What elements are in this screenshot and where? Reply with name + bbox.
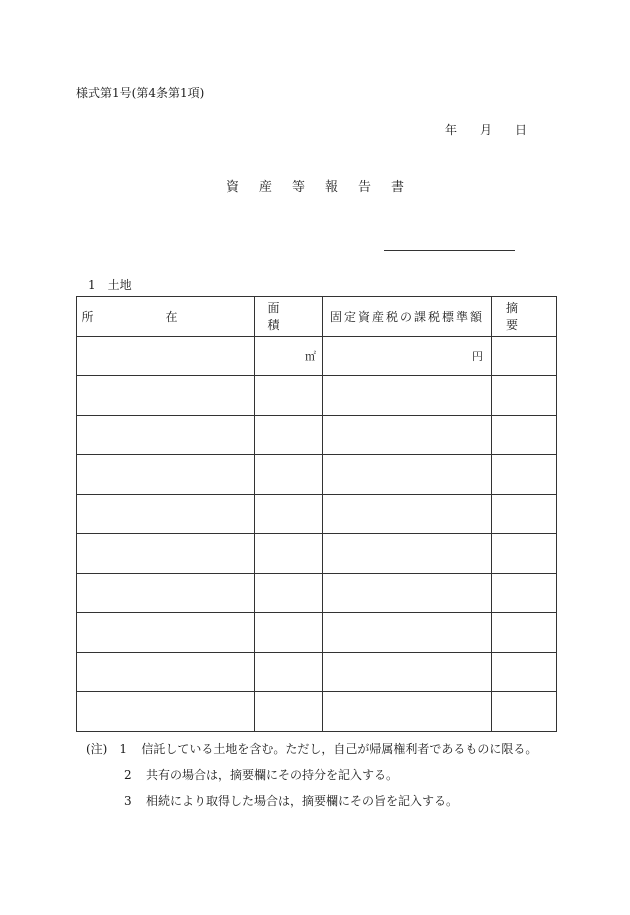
note-text: 信託している土地を含む。ただし，自己が帰属権利者であるものに限る。 [141,742,538,756]
cell-area[interactable] [255,652,323,692]
cell-tax-value[interactable] [323,652,492,692]
cell-tax-value[interactable] [323,613,492,653]
cell-remarks[interactable] [492,534,557,574]
table-row [77,573,557,613]
cell-area[interactable] [255,534,323,574]
cell-area[interactable] [255,692,323,732]
table-header-row [77,297,557,337]
cell-area[interactable] [255,573,323,613]
cell-tax-value[interactable] [323,376,492,416]
date-day-label: 日 [515,123,528,137]
cell-tax-value[interactable] [323,692,492,732]
table-row [77,652,557,692]
note-text: 共有の場合は，摘要欄にその持分を記入する。 [146,768,399,782]
section-label: 土地 [107,278,132,292]
note-number: 1 [119,742,128,756]
cell-location[interactable] [77,692,255,732]
table-row [77,534,557,574]
cell-tax-value[interactable] [323,415,492,455]
cell-remarks[interactable] [492,415,557,455]
cell-location[interactable] [77,613,255,653]
cell-remarks[interactable] [492,376,557,416]
date-year-label: 年 [445,123,458,137]
cell-location[interactable] [77,652,255,692]
cell-location[interactable] [77,415,255,455]
table-row [77,415,557,455]
note-text: 相続により取得した場合は，摘要欄にその旨を記入する。 [146,794,459,808]
cell-location[interactable] [77,376,255,416]
cell-tax-value[interactable] [323,494,492,534]
note-item-3 [124,792,458,809]
note-number: 3 [124,794,132,808]
cell-area[interactable] [255,455,323,495]
document-title: 資産等報告書 [225,180,424,195]
note-number: 2 [124,768,132,782]
form-number: 様式第1号(第4条第1項) [76,86,205,100]
cell-remarks[interactable] [492,652,557,692]
header-area: 面積 [255,297,323,337]
notes-prefix: (注) [86,742,108,756]
cell-location[interactable] [77,573,255,613]
cell-remarks[interactable] [492,613,557,653]
table-row [77,692,557,732]
cell-tax-value[interactable] [323,455,492,495]
cell-area[interactable] [255,415,323,455]
cell-tax-value[interactable] [323,534,492,574]
header-tax-value: 固定資産税の課税標準額 [323,297,492,337]
cell-location[interactable] [77,336,255,376]
unit-yen: 円 [472,349,483,363]
cell-location[interactable] [77,494,255,534]
cell-area[interactable] [255,494,323,534]
note-item-2 [124,766,398,783]
header-location: 所在 [77,297,255,337]
table-row [77,455,557,495]
cell-remarks[interactable] [492,455,557,495]
note-item-1 [86,740,537,757]
cell-remarks[interactable] [492,336,557,376]
cell-remarks[interactable] [492,573,557,613]
name-signature-line [384,250,515,251]
header-remarks: 摘要 [492,297,557,337]
table-row [77,376,557,416]
table-row [77,336,557,376]
section-heading [88,276,132,293]
cell-area[interactable] [255,336,323,376]
cell-tax-value[interactable] [323,336,492,376]
cell-remarks[interactable] [492,494,557,534]
cell-remarks[interactable] [492,692,557,732]
section-number: 1 [88,278,96,292]
date-month-label: 月 [480,123,493,137]
cell-location[interactable] [77,534,255,574]
land-asset-table [76,296,557,732]
cell-location[interactable] [77,455,255,495]
cell-area[interactable] [255,613,323,653]
unit-square-meter: ㎡ [305,349,316,363]
cell-area[interactable] [255,376,323,416]
cell-tax-value[interactable] [323,573,492,613]
table-row [77,613,557,653]
table-row [77,494,557,534]
